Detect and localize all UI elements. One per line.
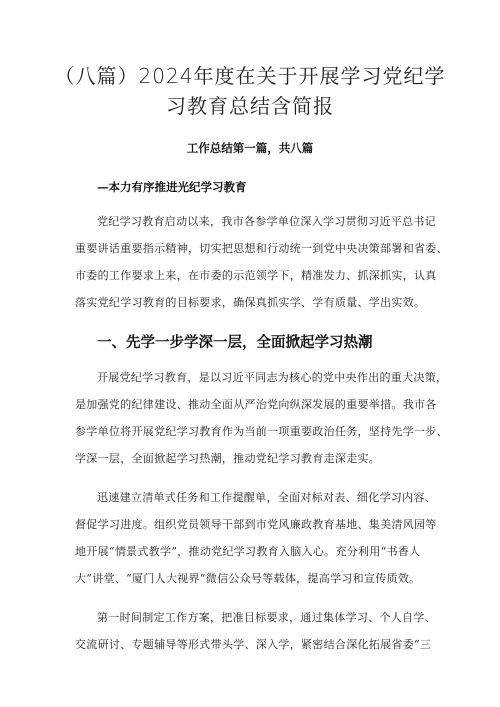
document-title-line-1: （八篇）2024年度在关于开展学习党纪学 [54,64,446,88]
paragraph-1-line-4: 落实党纪学习教育的目标要求，确保真抓实学、学有质量、学出实效。 [75,296,426,309]
paragraph-2-line-3: 参学单位将开展党纪学习教育作为当前一项重要政治任务，坚持先学一步、 [75,425,448,438]
document-title-line-2: 习教育总结含简报 [166,94,334,118]
paragraph-2-line-2: 是加强党的纪律建设、推动全面从严治党向纵深发展的重要举措。我市各 [75,398,437,411]
paragraph-3-line-3: 地开展“情景式教学”，推动党纪学习教育入脑入心。充分利用“书香人 [75,545,421,558]
document-subtitle: 工作总结第一篇，共八篇 [186,141,314,155]
paragraph-4-line-2: 交流研讨、专题辅导等形式带头学、深入学，紧密结合深化拓展省委“三 [75,638,432,651]
paragraph-1-line-1: 党纪学习教育启动以来，我市各参学单位深入学习贯彻习近平总书记 [97,215,436,228]
paragraph-2-line-4: 学深一层，全面掀起学习热潮，推动党纪学习教育走深走实。 [75,452,381,465]
section-lead: —本力有序推进光纪学习教育 [97,180,247,194]
paragraph-3-line-1: 迅速建立清单式任务和工作提醒单，全面对标对表、细化学习内容、 [97,491,436,504]
section-heading-1: 一、先学一步学深一层，全面掀起学习热潮 [97,335,373,351]
paragraph-3-line-4: 大”讲堂、“厦门人大视界”微信公众号等载体，提高学习和宣传质效。 [75,572,421,585]
paragraph-4-line-1: 第一时间制定工作方案，把准目标要求，通过集体学习、个人自学、 [97,611,436,624]
paragraph-3-line-2: 督促学习进度。组织党员领导干部到市党风廉政教育基地、集美清风园等 [75,518,437,531]
paragraph-1-line-2: 重要讲话重要指示精神，切实把思想和行动统一到党中央决策部署和省委、 [75,242,448,255]
paragraph-2-line-1: 开展党纪学习教育，是以习近平同志为核心的党中央作出的重大决策， [97,371,448,384]
paragraph-1-line-3: 市委的工作要求上来，在市委的示范领学下，精准发力、抓深抓实，认真 [75,269,437,282]
